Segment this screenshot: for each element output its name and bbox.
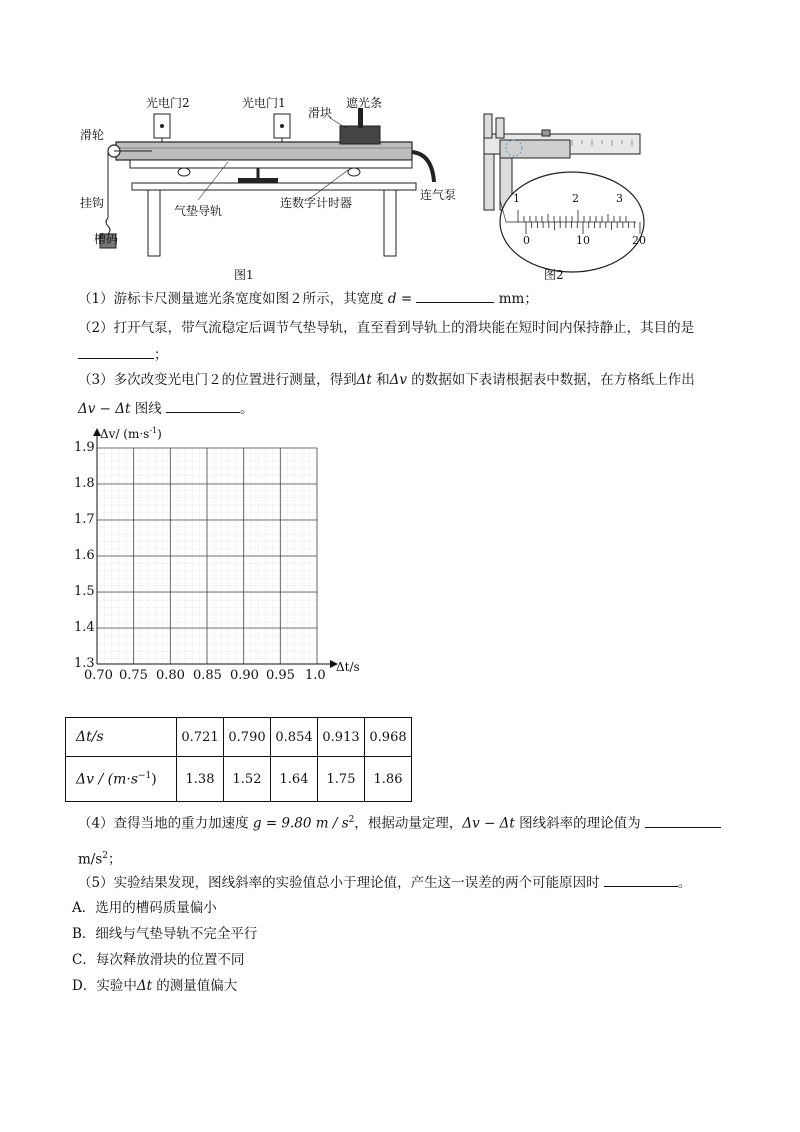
q3-answer-blank[interactable] — [166, 398, 240, 413]
table-cell: 1.75 — [318, 757, 365, 802]
q4-expr: Δv − Δt — [462, 815, 515, 832]
main-scale-3: 3 — [616, 192, 623, 205]
label-pump: 连气泵 — [420, 188, 457, 202]
y-tick: 1.9 — [74, 440, 95, 455]
y-tick: 1.4 — [74, 620, 95, 635]
table-cell: 0.968 — [365, 718, 412, 757]
question-1 — [78, 288, 538, 309]
figure-2 — [460, 110, 650, 280]
table-cell: 0.790 — [224, 718, 271, 757]
label-rail: 气垫导轨 — [174, 204, 223, 218]
q2-text: （2）打开气泵，带气流稳定后调节气垫导轨，直至看到导轨上的滑块能在短时间内保持静止，其目的是 — [78, 320, 695, 336]
table-cell: 0.721 — [177, 718, 224, 757]
question-3 — [78, 370, 695, 390]
row1-head-text: Δt/s — [76, 729, 104, 745]
q2-answer-blank[interactable] — [78, 344, 154, 359]
graph-x-title: Δt/s — [336, 660, 360, 674]
table-row — [66, 757, 412, 802]
q2-end: ； — [154, 347, 168, 363]
q4-g: g = 9.80 m / s — [252, 815, 349, 832]
row-header-dv — [66, 757, 177, 802]
y-tick: 1.3 — [74, 656, 95, 671]
option-text: 每次释放滑块的位置不同 — [95, 952, 245, 968]
question-4 — [78, 810, 721, 834]
option-c[interactable] — [72, 950, 244, 970]
table-cell: 1.38 — [177, 757, 224, 802]
q1-unit: mm； — [498, 291, 538, 307]
q4-g-sup: 2 — [348, 815, 355, 825]
option-a[interactable] — [72, 898, 217, 918]
question-2-answer-line — [78, 344, 168, 365]
q1-text: （1）游标卡尺测量遮光条宽度如图２所示，其宽度 — [78, 291, 384, 307]
label-hook: 挂钩 — [80, 196, 105, 210]
data-table — [65, 717, 412, 802]
row2-head-sup: −1 — [138, 770, 152, 781]
figure-2-caption: 图2 — [544, 268, 564, 282]
option-b[interactable] — [72, 924, 257, 944]
q1-answer-blank[interactable] — [416, 288, 494, 303]
q1-var: d — [387, 291, 397, 307]
row2-head-end: ) — [151, 771, 157, 788]
apparatus-diagram — [78, 90, 458, 285]
table-cell: 0.913 — [318, 718, 365, 757]
table-cell: 1.64 — [271, 757, 318, 802]
x-tick: 0.90 — [230, 668, 259, 683]
y-title-sup: -1 — [149, 426, 158, 435]
option-letter: A． — [72, 900, 96, 916]
y-tick: 1.8 — [74, 476, 95, 491]
option-var: Δt — [136, 978, 153, 994]
option-letter: C． — [72, 952, 96, 968]
label-pulley: 滑轮 — [80, 128, 105, 142]
row2-head-text: Δv / (m·s — [76, 771, 139, 788]
label-slider: 滑块 — [308, 106, 333, 120]
q4-unit-end: ； — [108, 851, 122, 868]
figure-1-caption: 图1 — [234, 268, 254, 282]
y-title-text: Δv/ (m·s — [100, 427, 150, 441]
label-weight: 槽码 — [94, 232, 119, 246]
vernier-scale-20: 20 — [632, 234, 646, 247]
x-tick: 0.70 — [84, 668, 113, 683]
main-scale-2: 2 — [572, 192, 579, 205]
option-d[interactable] — [72, 976, 237, 996]
question-3-line2 — [78, 398, 254, 419]
graph-paper[interactable] — [60, 424, 360, 686]
q3-end: 。 — [240, 401, 254, 417]
option-letter: D． — [72, 978, 97, 994]
q3-expr: Δv − Δt — [78, 401, 131, 417]
q4-unit: m/s — [78, 851, 103, 868]
q5-end: 。 — [677, 875, 692, 891]
table-cell: 0.854 — [271, 718, 318, 757]
y-tick: 1.5 — [74, 584, 95, 599]
question-5 — [78, 872, 691, 893]
q3-text-a: （3）多次改变光电门２的位置进行测量，得到 — [78, 372, 357, 388]
y-tick: 1.6 — [74, 548, 95, 563]
question-4-unit — [78, 846, 122, 870]
label-timer: 连数字计时器 — [280, 196, 353, 210]
label-gate2: 光电门2 — [146, 96, 190, 110]
x-tick: 0.95 — [266, 668, 295, 683]
graph-y-title — [100, 426, 162, 441]
q4-unit-sup: 2 — [102, 851, 109, 861]
x-tick: 0.85 — [193, 668, 222, 683]
q4-text-b: ，根据动量定理， — [354, 815, 463, 832]
table-row — [66, 718, 412, 757]
q3-dv: Δv — [389, 372, 407, 388]
option-text: 细线与气垫导轨不完全平行 — [95, 926, 258, 942]
q4-answer-blank[interactable] — [645, 813, 721, 828]
option-letter: B． — [72, 926, 96, 942]
label-gate1: 光电门1 — [242, 96, 286, 110]
q3-text-b: 的数据如下表请根据表中数据，在方格纸上作出 — [406, 372, 695, 388]
x-tick: 0.80 — [156, 668, 185, 683]
table-cell: 1.52 — [224, 757, 271, 802]
q4-text-a: （4）查得当地的重力加速度 — [78, 815, 249, 832]
vernier-scale-0: 0 — [523, 234, 530, 247]
grid-svg — [60, 424, 360, 686]
x-tick: 0.75 — [119, 668, 148, 683]
question-2 — [78, 318, 694, 338]
main-scale-1: 1 — [513, 192, 520, 205]
q3-dt: Δt — [356, 372, 372, 388]
q3-and: 和 — [371, 372, 390, 388]
y-title-end: ) — [157, 427, 162, 441]
q1-eq: = — [396, 291, 417, 307]
figure-1 — [78, 90, 458, 285]
q5-text: （5）实验结果发现，图线斜率的实验值总小于理论值，产生这一误差的两个可能原因时 — [78, 875, 600, 891]
q4-text-c: 图线斜率的理论值为 — [514, 815, 641, 832]
table-cell: 1.86 — [365, 757, 412, 802]
x-tick: 1.0 — [305, 668, 326, 683]
q3-line2-text: 图线 — [130, 401, 162, 417]
label-shading-strip: 遮光条 — [346, 96, 383, 110]
y-tick: 1.7 — [74, 512, 95, 527]
vernier-scale-10: 10 — [576, 234, 590, 247]
option-text: 实验中 — [96, 978, 137, 994]
row-header-dt — [66, 718, 177, 757]
option-text: 选用的槽码质量偏小 — [95, 900, 217, 916]
q5-answer-blank[interactable] — [604, 872, 678, 887]
option-tail: 的测量值偏大 — [152, 978, 238, 994]
